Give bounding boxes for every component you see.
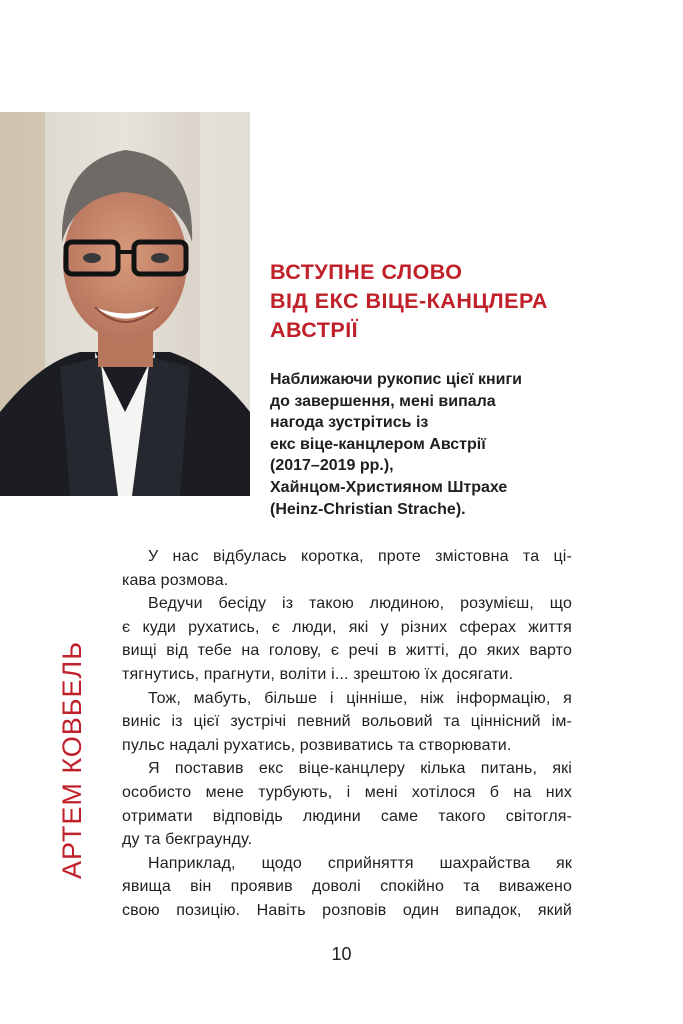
body-line: Я поставив екс віце-канцлеру кілька питань, які xyxy=(148,760,572,778)
page-number: 10 xyxy=(331,944,352,964)
author-name-vertical: АРТЕМ КОВБЕЛЬ xyxy=(57,641,87,879)
intro-line: екс віце-канцлером Австрії xyxy=(270,435,486,453)
body-text xyxy=(122,545,572,923)
section-heading xyxy=(270,258,670,345)
heading-line: АВСТРІЇ xyxy=(270,318,359,342)
intro-line: Наближаючи рукопис цієї книги xyxy=(270,371,522,388)
body-line: Наприклад, щодо сприйняття шахрайства як xyxy=(148,854,572,872)
intro-line: (2017–2019 рр.), xyxy=(270,457,394,475)
body-line: пульс надалі рухатись, розвиватись та створювати. xyxy=(122,736,512,754)
intro-line: нагода зустрітись із xyxy=(270,414,429,432)
body-line: кава розмова. xyxy=(122,571,229,589)
intro-line: (Heinz-Christian Strache). xyxy=(270,500,466,518)
body-line: отримати відповідь людини саме такого світогля- xyxy=(122,807,572,825)
intro-line: до завершення, мені випала xyxy=(270,392,496,410)
body-line: є куди рухатись, є люди, які у різних сферах життя xyxy=(122,618,572,636)
heading-line: ВСТУПНЕ СЛОВО xyxy=(270,260,463,284)
intro-paragraph xyxy=(270,369,590,520)
heading-line: ВІД ЕКС ВІЦЕ-КАНЦЛЕРА xyxy=(270,289,548,313)
body-line: У нас відбулась коротка, проте змістовна та ці- xyxy=(148,548,572,565)
intro-line: Хайнцом-Християном Штрахе xyxy=(270,478,508,496)
body-line: вищі від тебе на голову, є речі в житті, до яких варто xyxy=(122,642,572,660)
body-line: виніс із цієї зустрічі певний вольовий та ціннісний ім- xyxy=(122,713,572,731)
body-line: тягнутись, прагнути, воліти і... зрештою їх досягати. xyxy=(122,665,514,683)
body-line: Тож, мабуть, більше і цінніше, ніж інформацію, я xyxy=(148,689,572,707)
body-line: явища він проявив доволі спокійно та виважено xyxy=(122,878,572,896)
body-line: ду та бекграунду. xyxy=(122,831,253,849)
portrait-photo xyxy=(0,112,250,496)
body-line: особисто мене турбують, і мені хотілося б на них xyxy=(122,783,572,801)
body-line: Ведучи бесіду із такою людиною, розумієш, що xyxy=(148,595,572,613)
body-line: свою позицію. Навіть розповів один випадок, який xyxy=(122,901,572,919)
